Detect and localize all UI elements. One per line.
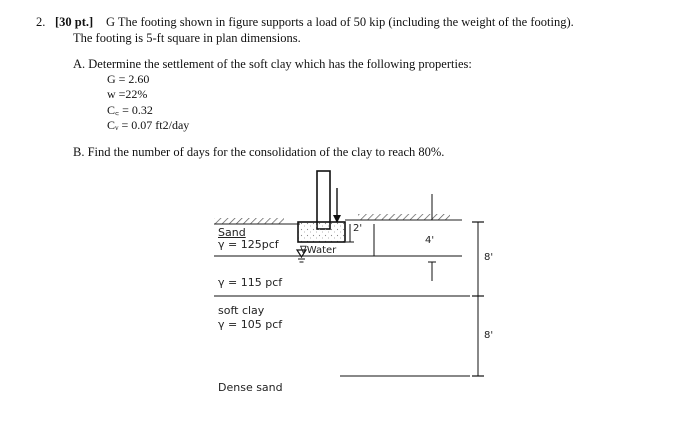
problem-line-1: G The footing shown in figure supports a load of 50 kip (including the weight of the footing).: [106, 15, 574, 29]
dim-4ft-label: 4': [425, 235, 435, 246]
dim-2ft-label: 2': [353, 223, 363, 234]
ground-hatch-right: [358, 214, 450, 220]
dense-sand-label: Dense sand: [218, 381, 283, 394]
sand-saturated-unit-weight: γ = 115 pcf: [218, 276, 283, 289]
ground-hatch-left: [214, 218, 284, 224]
dim-8ft-lower-label: 8': [484, 330, 494, 341]
footing-base: [298, 222, 345, 242]
property-cv: Cᵥ = 0.07 ft2/day: [107, 118, 190, 132]
problem-number: 2.: [36, 15, 46, 29]
soft-clay-label: soft clay: [218, 304, 265, 317]
property-cc: C꜀ = 0.32: [107, 103, 153, 117]
dim-8ft-upper-label: 8': [484, 252, 494, 263]
sand-label: Sand: [218, 226, 246, 239]
part-b-text: B. Find the number of days for the consolidation of the clay to reach 80%.: [73, 145, 445, 159]
soft-clay-unit-weight: γ = 105 pcf: [218, 318, 283, 331]
footing-column: [317, 171, 330, 229]
water-label: ∇Water: [300, 245, 337, 256]
part-a-text: A. Determine the settlement of the soft clay which has the following properties:: [73, 57, 472, 71]
problem-points: [30 pt.]: [55, 15, 94, 29]
sand-unit-weight: γ = 125pcf: [218, 238, 279, 251]
property-g: G = 2.60: [107, 72, 150, 86]
property-w: w =22%: [107, 87, 148, 101]
problem-line-2: The footing is 5-ft square in plan dimensions.: [73, 31, 301, 45]
